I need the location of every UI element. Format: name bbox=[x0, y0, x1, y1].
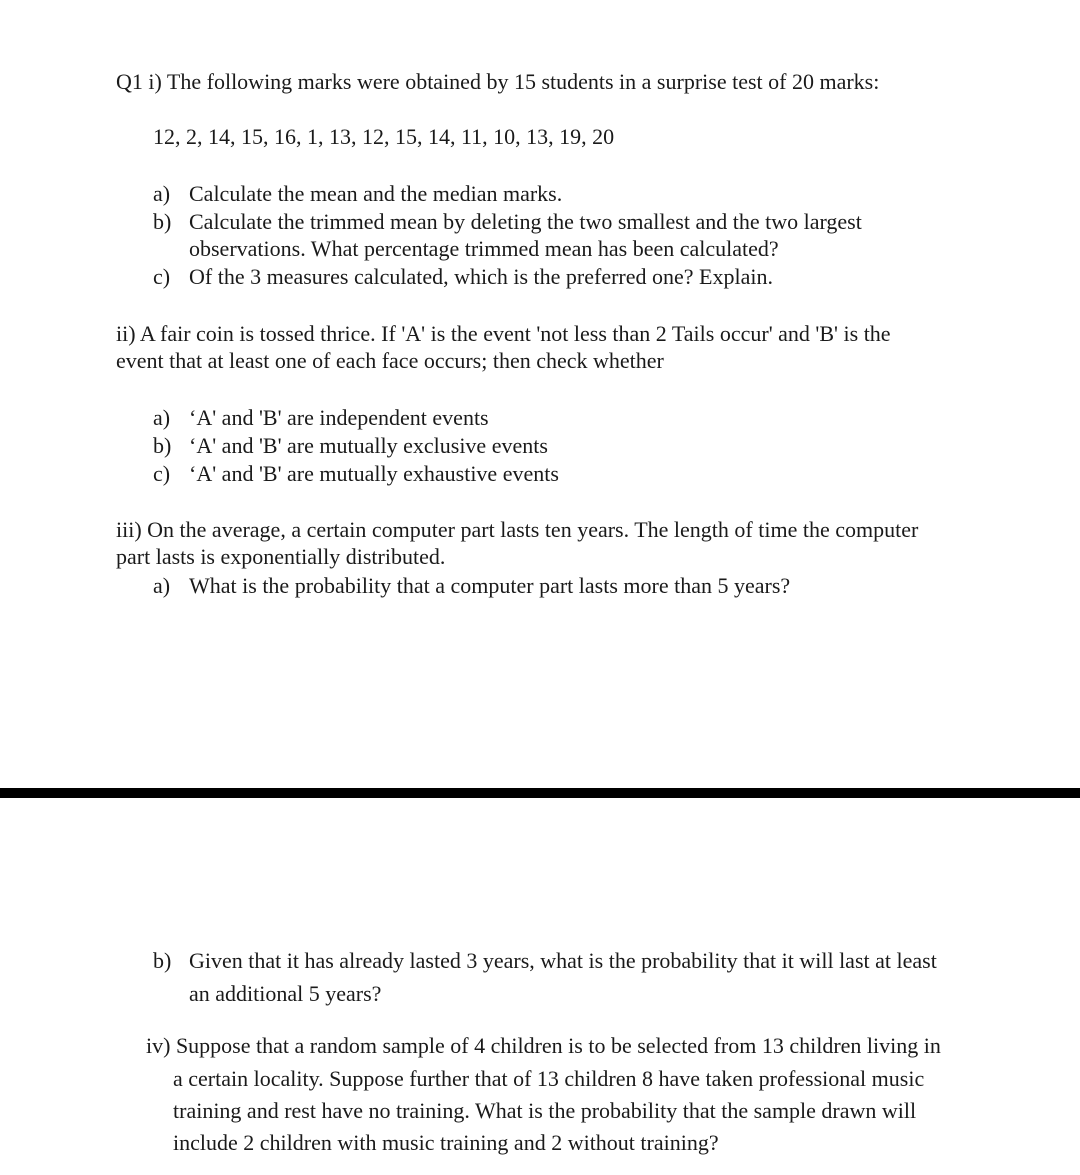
part-iv-line-4: include 2 children with music training and 2 without training? bbox=[173, 1130, 719, 1155]
item-label: c) bbox=[153, 264, 171, 289]
item-text: ‘A' and 'B' are independent events bbox=[189, 405, 489, 430]
question-1-part-i-intro: Q1 i) The following marks were obtained by 15 students in a surprise test of 20 marks: bbox=[116, 69, 880, 94]
item-text-line-2: observations. What percentage trimmed mean has been calculated? bbox=[189, 236, 779, 261]
item-label: b) bbox=[153, 433, 172, 458]
item-label: b) bbox=[153, 948, 172, 973]
part-iv-line-2: a certain locality. Suppose further that of 13 children 8 have taken professional music bbox=[173, 1066, 925, 1091]
part-iv-line-3: training and rest have no training. What is the probability that the sample drawn will bbox=[173, 1098, 917, 1123]
item-text: ‘A' and 'B' are mutually exclusive events bbox=[189, 433, 548, 458]
item-label: a) bbox=[153, 405, 171, 430]
item-label: a) bbox=[153, 181, 171, 206]
part-iii-line-2: part lasts is exponentially distributed. bbox=[116, 544, 446, 569]
part-iv-line-1: iv) Suppose that a random sample of 4 children is to be selected from 13 children living in bbox=[146, 1033, 941, 1058]
item-text-line-2: an additional 5 years? bbox=[189, 981, 382, 1006]
item-text: What is the probability that a computer part lasts more than 5 years? bbox=[189, 573, 791, 598]
item-text: Calculate the mean and the median marks. bbox=[189, 181, 563, 206]
item-text: Of the 3 measures calculated, which is the preferred one? Explain. bbox=[189, 264, 773, 289]
item-text-line-1: Calculate the trimmed mean by deleting the two smallest and the two largest bbox=[189, 209, 862, 234]
page-divider bbox=[0, 788, 1080, 798]
item-label: c) bbox=[153, 461, 171, 486]
item-text: ‘A' and 'B' are mutually exhaustive events bbox=[189, 461, 559, 486]
item-text-line-1: Given that it has already lasted 3 years, what is the probability that it will last at least bbox=[189, 948, 937, 973]
part-ii-line-1: ii) A fair coin is tossed thrice. If 'A' is the event 'not less than 2 Tails occur' and 'B' is the bbox=[116, 321, 891, 346]
item-label: b) bbox=[153, 209, 172, 234]
part-ii-line-2: event that at least one of each face occurs; then check whether bbox=[116, 348, 664, 373]
marks-list: 12, 2, 14, 15, 16, 1, 13, 12, 15, 14, 11, 10, 13, 19, 20 bbox=[153, 124, 615, 149]
item-label: a) bbox=[153, 573, 171, 598]
part-iii-line-1: iii) On the average, a certain computer part lasts ten years. The length of time the computer bbox=[116, 517, 919, 542]
